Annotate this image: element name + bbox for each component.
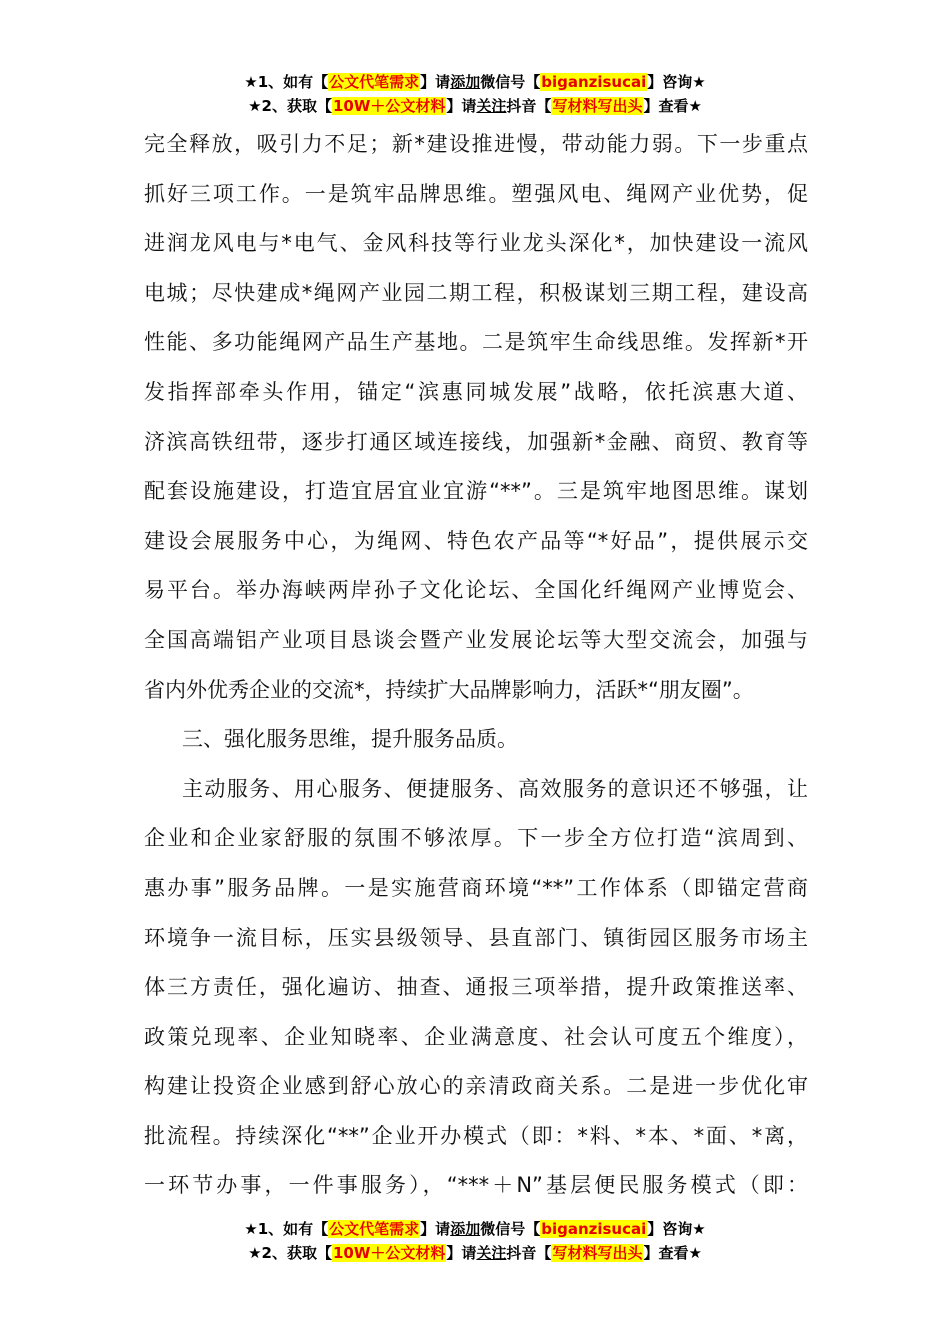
body-line: 企业和企业家舒服的氛围不够浓厚。下一步全方位打造“滨周到、	[144, 826, 808, 851]
body-line: 完全释放，吸引力不足；新*建设推进慢，带动能力弱。下一步重点	[144, 132, 808, 156]
body-line: 发指挥部牵头作用，锚定“滨惠同城发展”战略，依托滨惠大道、	[144, 379, 808, 404]
header-banner	[0, 70, 950, 118]
document-body	[144, 120, 808, 1211]
header-banner-line-1: ★1、如有【公文代笔需求】请添加微信号【biganzisucai】咨询★	[244, 73, 706, 91]
footer-banner	[0, 1217, 950, 1265]
body-line: 全国高端铝产业项目恳谈会暨产业发展论坛等大型交流会，加强与	[144, 627, 808, 652]
footer-banner-line-1: ★1、如有【公文代笔需求】请添加微信号【biganzisucai】咨询★	[244, 1220, 706, 1238]
wechat-id: biganzisucai	[541, 1220, 647, 1238]
body-line: 构建让投资企业感到舒心放心的亲清政商关系。二是进一步优化审	[144, 1074, 808, 1099]
wechat-id: biganzisucai	[541, 73, 647, 91]
body-line: 省内外优秀企业的交流*，持续扩大品牌影响力，活跃*“朋友圈”。	[144, 677, 754, 702]
header-banner-line-2: ★2、获取【10W＋公文材料】请关注抖音【写材料写出头】查看★	[248, 97, 702, 115]
body-line: 体三方责任，强化遍访、抽查、通报三项举措，提升政策推送率、	[144, 975, 808, 1000]
body-line: 建设会展服务中心，为绳网、特色农产品等“*好品”，提供展示交	[144, 528, 808, 553]
body-line: 进润龙风电与*电气、金风科技等行业龙头深化*，加快建设一流风	[144, 231, 808, 256]
body-line: 性能、多功能绳网产品生产基地。二是筑牢生命线思维。发挥新*开	[144, 330, 808, 355]
body-line: 惠办事”服务品牌。一是实施营商环境“**”工作体系（即锚定营商	[144, 875, 808, 900]
body-line: 易平台。举办海峡两岸孙子文化论坛、全国化纤绳网产业博览会、	[144, 578, 808, 603]
body-line: 主动服务、用心服务、便捷服务、高效服务的意识还不够强，让	[182, 776, 808, 801]
body-line: 批流程。持续深化“**”企业开办模式（即：*料、*本、*面、*离，	[144, 1123, 808, 1148]
douyin-account: 写材料写出头	[552, 1244, 643, 1262]
body-line: 电城；尽快建成*绳网产业园二期工程，积极谋划三期工程，建设高	[144, 280, 808, 305]
body-line: 一环节办事，一件事服务），“***＋N”基层便民服务模式（即：	[144, 1173, 808, 1198]
section-heading: 三、强化服务思维，提升服务品质。	[182, 727, 518, 752]
footer-banner-line-2: ★2、获取【10W＋公文材料】请关注抖音【写材料写出头】查看★	[248, 1244, 702, 1262]
body-line: 配套设施建设，打造宜居宜业宜游“**”。三是筑牢地图思维。谋划	[144, 479, 808, 504]
body-line: 政策兑现率、企业知晓率、企业满意度、社会认可度五个维度），	[144, 1024, 808, 1049]
body-line: 环境争一流目标，压实县级领导、县直部门、镇街园区服务市场主	[144, 925, 808, 950]
body-line: 抓好三项工作。一是筑牢品牌思维。塑强风电、绳网产业优势，促	[144, 181, 808, 206]
body-line: 济滨高铁纽带，逐步打通区域连接线，加强新*金融、商贸、教育等	[144, 429, 808, 454]
douyin-account: 写材料写出头	[552, 97, 643, 115]
